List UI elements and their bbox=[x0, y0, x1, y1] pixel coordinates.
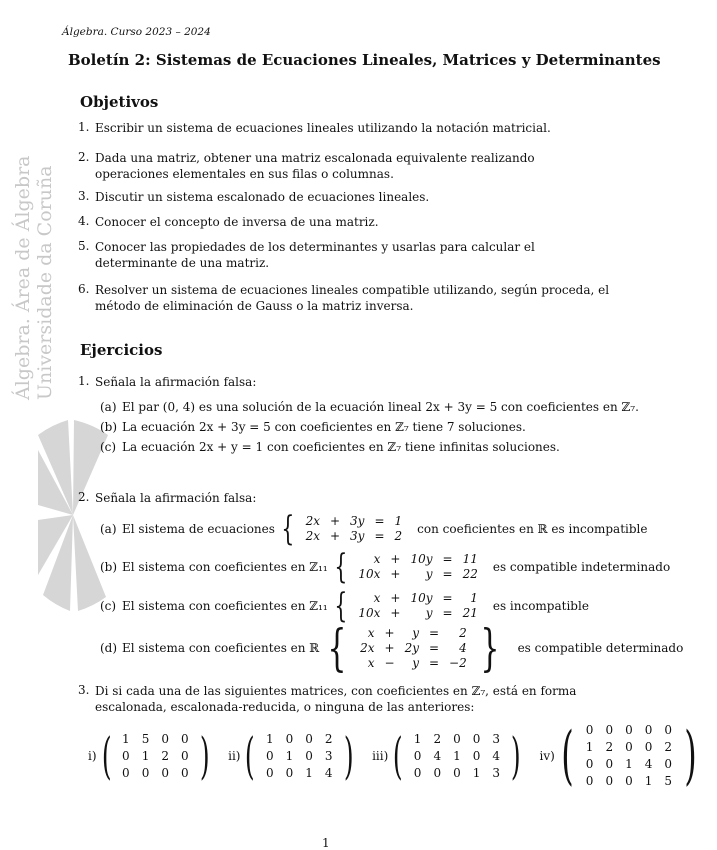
option-a: (a) El sistema de ecuaciones { 2x + 3y = 1 2x + 3y = 2 con coeficientes en ℝ es incompatible bbox=[100, 509, 648, 549]
equation-system: x + y = 2 2x + 2y = 4 x − y = −2 bbox=[360, 625, 467, 670]
option-b: (b) La ecuación 2x + 3y = 5 con coeficientes en ℤ₇ tiene 7 soluciones. bbox=[100, 420, 526, 434]
page-title: Boletín 2: Sistemas de Ecuaciones Lineales, Matrices y Determinantes bbox=[68, 51, 661, 69]
matrix-3: iii) ( 1 2 0 0 3 0 4 1 0 4 0 0 0 1 3 ) bbox=[372, 727, 521, 785]
right-brace-icon: } bbox=[480, 619, 500, 677]
option-a: (a) El par (0, 4) es una solución de la ecuación lineal 2x + 3y = 5 con coeficientes en ℤ₇. bbox=[100, 400, 639, 414]
list-item: Escribir un sistema de ecuaciones lineales utilizando la notación matricial. bbox=[95, 121, 551, 135]
matrix-2: ii) ( 1 0 0 2 0 1 0 3 0 0 1 4 ) bbox=[228, 727, 354, 785]
page-number: 1 bbox=[322, 836, 330, 850]
left-brace-icon: { bbox=[334, 586, 347, 626]
list-item: Conocer las propiedades de los determinantes y usarlas para calcular el determinante de una matriz. bbox=[95, 240, 535, 270]
document-page: Álgebra. Área de Álgebra Universidade da Coruña Álgebra. Curso 2023 – 2024 Boletín 2: Sistemas de Ecuaciones Lineales, Matrices y Determinantes Objetivos 1. Escribir un sistema de ecuaciones lineales utilizando la notación matricial. 2. Dada una matriz, obtener una matriz escalonada equivalente realizando operaciones elementales en sus filas o columnas. 3. Discutir un sistema escalonado de ecuaciones lineales. 4. Conocer el concepto de inversa de una matriz. 5. Conocer las propiedades de los determinantes y usarlas para calcular el determinante de una matriz. 6. Resolver un sistema de ecuaciones lineales compatible utilizando, según proceda, el método de eliminación de Gauss o la matriz inversa. Ejercicios 1. Señala la afirmación falsa: (a) El par (0, 4) es una solución de la ecuación lineal 2x + 3y = 5 con coeficientes en ℤ₇. (b) La ecuación 2x + 3y = 5 con coeficientes en ℤ₇ tiene 7 soluciones. (c) La ecuación 2x + y = 1 con coeficientes en ℤ₇ tiene infinitas soluciones. 2. Señala la afirmación falsa: (a) El sistema de ecuaciones { 2x + 3y = 1 2x + 3y = 2 con coeficientes en ℝ es incompatible (b) El sistema con coeficientes en ℤ₁₁ { x + 10y = 11 10x + y = 22 es compatible indeterminado (c) El sistema con coeficientes en ℤ₁₁ { x + 10y = 1 10x + y = 21 es incompatible (d) El sistema con coeficientes en ℝ { x + y = 2 2x + 2y = 4 x − y = −2 } es compatible determinado 3. Di si cada una de las siguientes matrices, con coeficientes en ℤ₇, está en forma escalonada, escalonada-reducida, o ninguna de las anteriores: i) ( 1 5 0 0 0 1 2 0 0 0 0 0 ) ii) ( 1 0 0 2 0 1 0 3 0 0 1 4 ) iii) ( 1 2 0 0 3 0 4 1 0 4 0 0 0 1 3 ) iv) ( 0 0 0 0 0 1 2 0 0 2 0 0 1 4 0 0 0 0 1 5 ) 1 bbox=[0, 0, 655, 848]
list-item: Conocer el concepto de inversa de una matriz. bbox=[95, 215, 379, 229]
option-c: (c) La ecuación 2x + y = 1 con coeficientes en ℤ₇ tiene infinitas soluciones. bbox=[100, 440, 560, 454]
option-c: (c) El sistema con coeficientes en ℤ₁₁ { x + 10y = 1 10x + y = 21 es incompatible bbox=[100, 586, 589, 626]
matrix-1: i) ( 1 5 0 0 0 1 2 0 0 0 0 0 ) bbox=[88, 727, 210, 785]
list-item: Discutir un sistema escalonado de ecuaciones lineales. bbox=[95, 190, 430, 204]
exercise-3-prompt: Di si cada una de las siguientes matrices, con coeficientes en ℤ₇, está en forma escalonada, escalonada-reducida, o ninguna de las anteriores: bbox=[95, 684, 577, 714]
option-b: (b) El sistema con coeficientes en ℤ₁₁ { x + 10y = 11 10x + y = 22 es compatible indeterminado bbox=[100, 547, 671, 587]
option-d: (d) El sistema con coeficientes en ℝ { x + y = 2 2x + 2y = 4 x − y = −2 } es compatible determinado bbox=[100, 619, 684, 677]
watermark-text: Álgebra. Área de Álgebra bbox=[12, 155, 34, 400]
exercise-2-prompt: Señala la afirmación falsa: bbox=[95, 491, 257, 505]
equation-system: x + 10y = 11 10x + y = 22 bbox=[358, 552, 478, 581]
equation-system: x + 10y = 1 10x + y = 21 bbox=[358, 591, 478, 620]
exercise-1-prompt: Señala la afirmación falsa: bbox=[95, 375, 257, 389]
matrices-row bbox=[88, 719, 717, 793]
watermark-logo bbox=[38, 415, 108, 615]
page-header: Álgebra. Curso 2023 – 2024 bbox=[62, 26, 211, 38]
watermark-text: Universidade da Coruña bbox=[34, 165, 56, 400]
left-brace-icon: { bbox=[281, 509, 295, 549]
objetivos-heading: Objetivos bbox=[80, 93, 159, 111]
ejercicios-heading: Ejercicios bbox=[80, 341, 163, 359]
list-item: Dada una matriz, obtener una matriz escalonada equivalente realizando operaciones elementales en sus filas o columnas. bbox=[95, 151, 535, 181]
left-brace-icon: { bbox=[327, 619, 347, 677]
list-item: Resolver un sistema de ecuaciones lineales compatible utilizando, según proceda, el método de eliminación de Gauss o la matriz inversa. bbox=[95, 283, 610, 313]
matrix-4: iv) ( 0 0 0 0 0 1 2 0 0 2 0 0 1 4 0 0 0 0 1 5 ) bbox=[539, 719, 697, 793]
equation-system: 2x + 3y = 1 2x + 3y = 2 bbox=[305, 514, 403, 543]
left-brace-icon: { bbox=[334, 547, 347, 587]
